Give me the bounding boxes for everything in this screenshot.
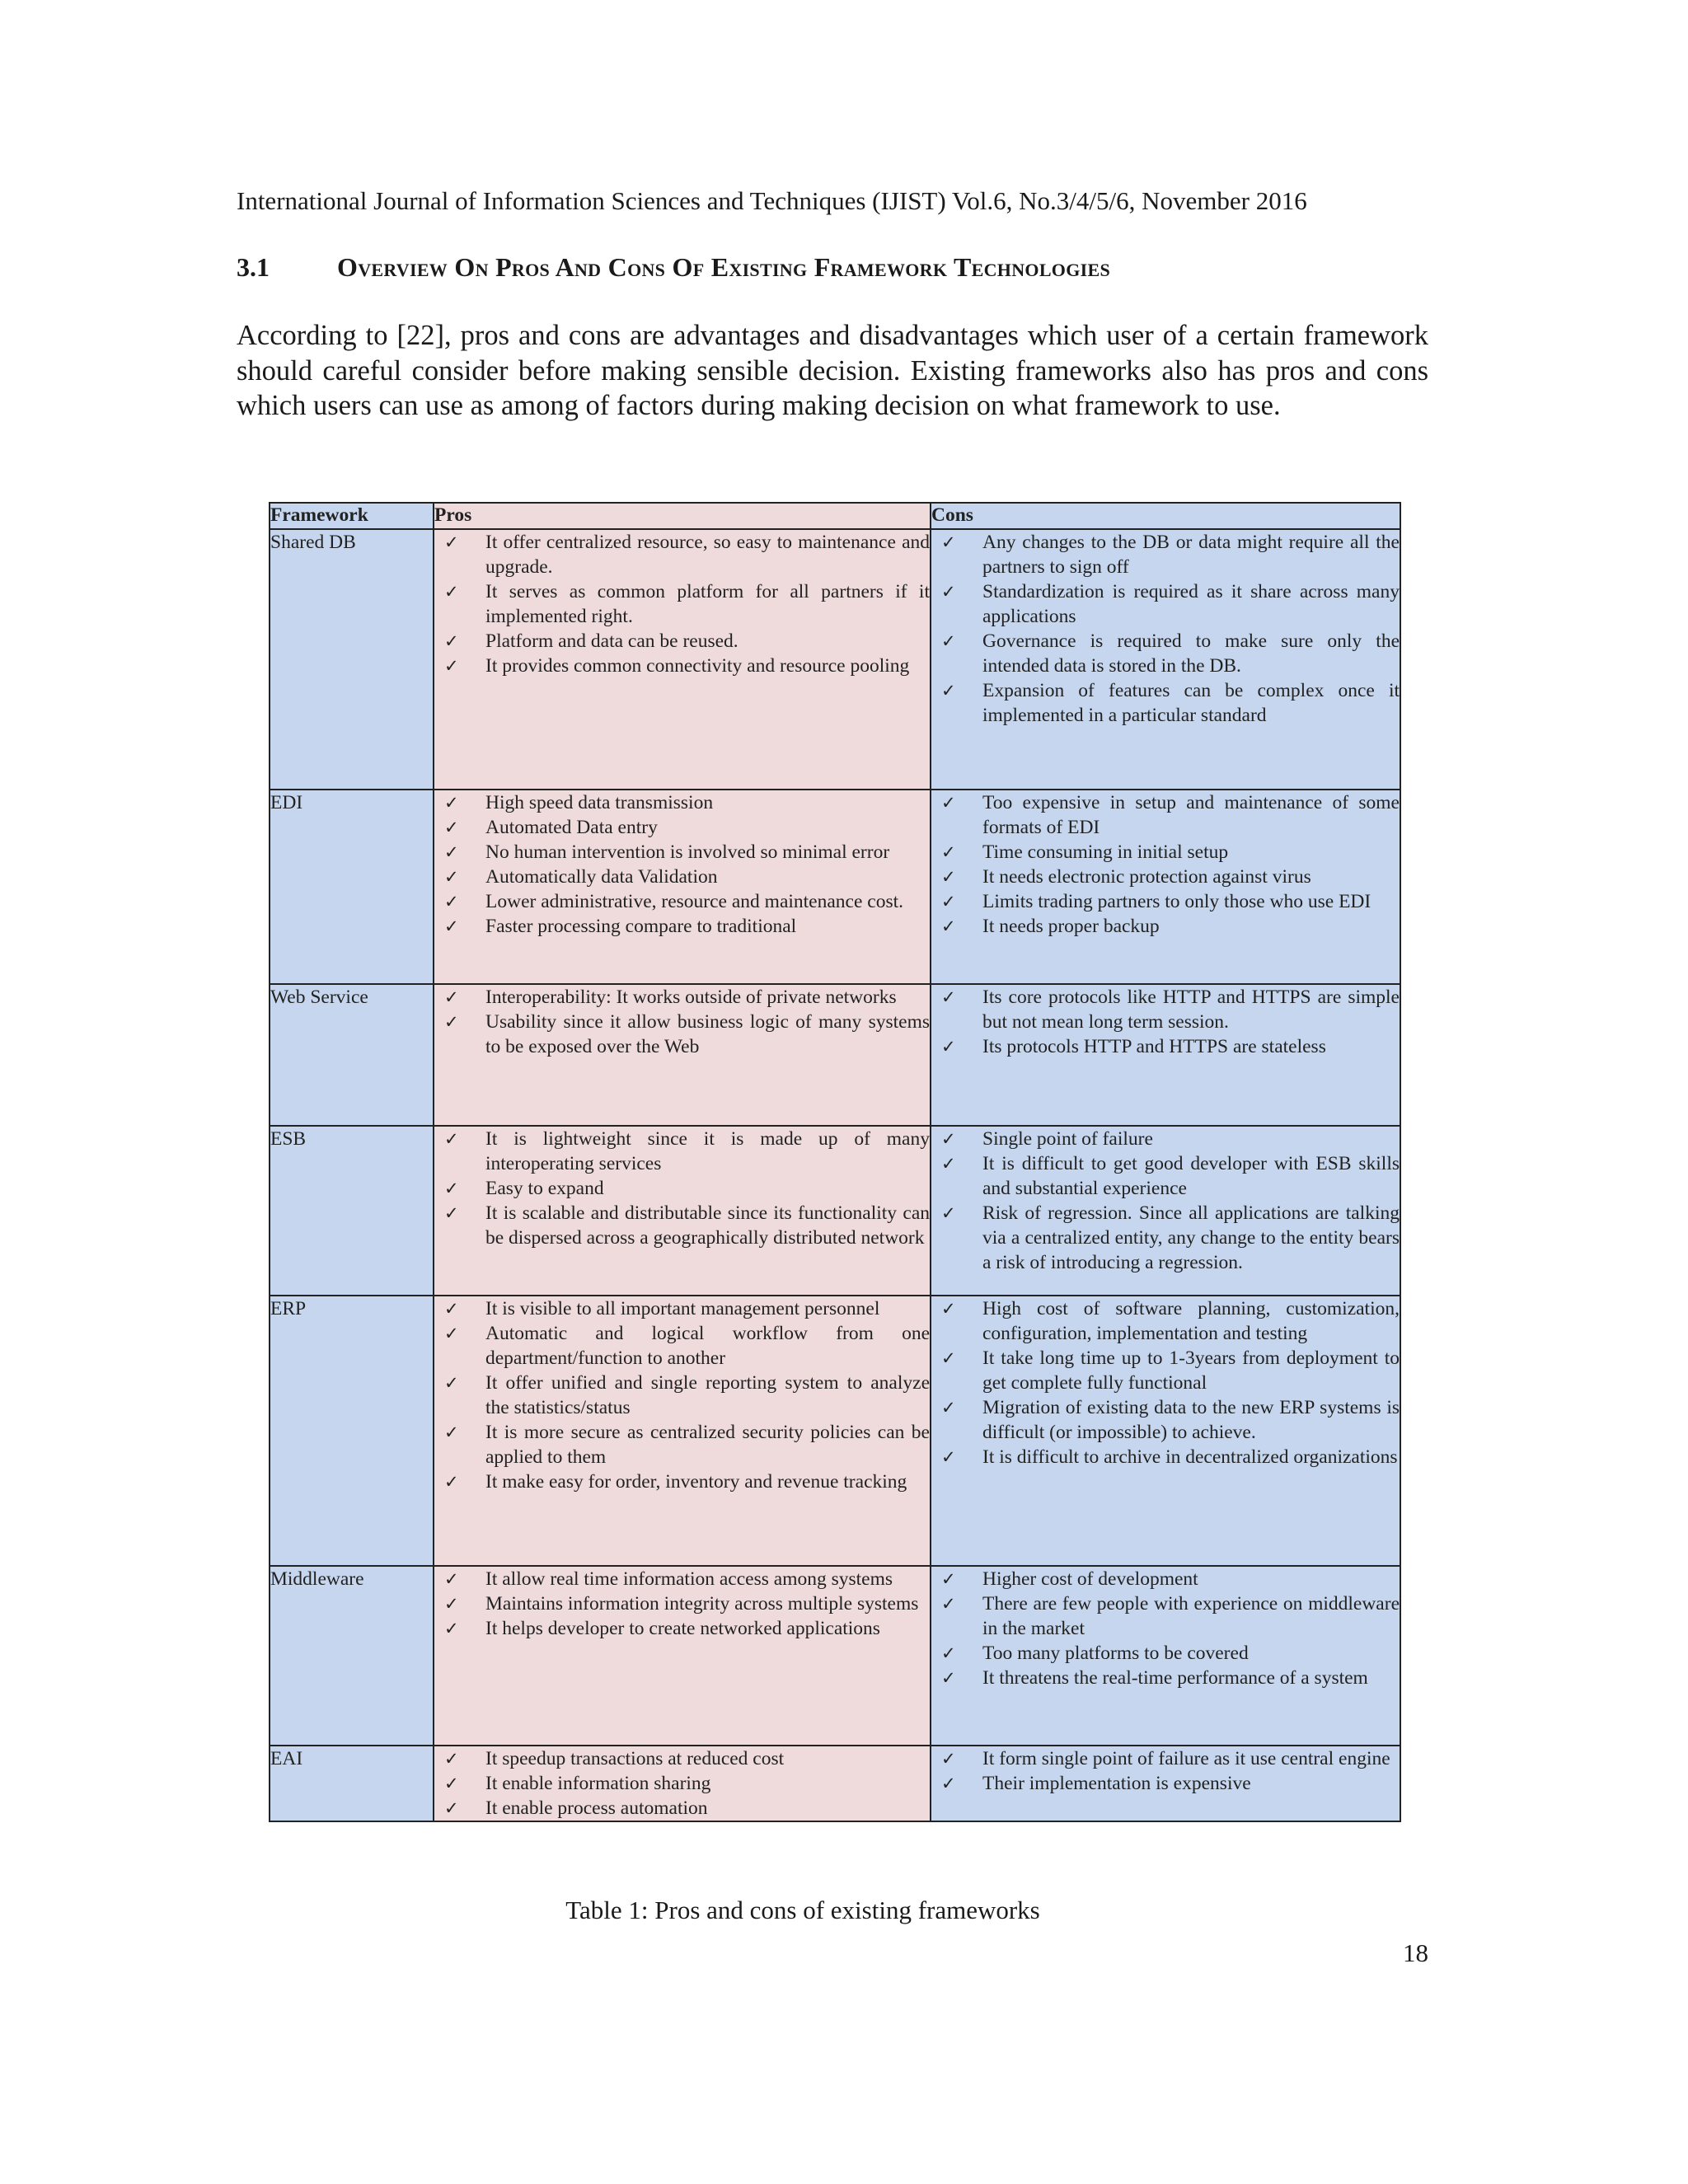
checkmark-icon: ✓ — [941, 892, 956, 912]
frameworks-table-wrap — [269, 502, 1400, 1822]
pro-text: It is scalable and distributable since its functionality can be dispersed across a geographically distributed network — [485, 1202, 930, 1249]
pro-item — [434, 1176, 930, 1201]
checkmark-icon: ✓ — [941, 1348, 956, 1368]
pro-item — [434, 1567, 930, 1591]
con-item — [931, 629, 1400, 678]
table-caption-text: Table 1: Pros and cons of existing frameworks — [565, 1896, 1040, 1924]
con-text: Time consuming in initial setup — [982, 841, 1229, 863]
pro-text: Platform and data can be reused. — [485, 630, 738, 652]
framework-name-cell: EAI — [270, 1746, 434, 1821]
con-item — [931, 678, 1400, 728]
pro-text: It offer centralized resource, so easy to maintenance and upgrade. — [485, 532, 930, 578]
checkmark-icon: ✓ — [444, 656, 459, 676]
pro-text: It helps developer to create networked applications — [485, 1618, 880, 1639]
pro-text: It allow real time information access among systems — [485, 1568, 893, 1590]
con-item — [931, 985, 1400, 1034]
pro-text: It is more secure as centralized security policies can be applied to them — [485, 1422, 930, 1468]
checkmark-icon: ✓ — [444, 818, 459, 837]
pro-text: Usability since it allow business logic of many systems to be exposed over the Web — [485, 1011, 930, 1057]
cons-cell — [931, 529, 1400, 790]
pro-item — [434, 654, 930, 678]
checkmark-icon: ✓ — [444, 892, 459, 912]
checkmark-icon: ✓ — [941, 793, 956, 813]
checkmark-icon: ✓ — [941, 1037, 956, 1057]
checkmark-icon: ✓ — [444, 631, 459, 651]
header-pros: Pros — [434, 503, 931, 529]
con-item — [931, 1201, 1400, 1275]
checkmark-icon: ✓ — [444, 1203, 459, 1223]
checkmark-icon: ✓ — [941, 842, 956, 862]
cons-cell — [931, 790, 1400, 984]
table-row — [270, 984, 1400, 1126]
con-text: Their implementation is expensive — [982, 1773, 1251, 1794]
pros-list — [434, 1296, 930, 1494]
table-row — [270, 1566, 1400, 1746]
pros-list — [434, 1127, 930, 1250]
checkmark-icon: ✓ — [941, 1129, 956, 1149]
header-cons: Cons — [931, 503, 1400, 529]
con-item — [931, 840, 1400, 865]
cons-list — [931, 1746, 1400, 1796]
pro-item — [434, 1469, 930, 1494]
pro-text: High speed data transmission — [485, 792, 714, 813]
checkmark-icon: ✓ — [941, 681, 956, 701]
pro-text: Automatic and logical workflow from one department/function to another — [485, 1323, 930, 1369]
checkmark-icon: ✓ — [444, 532, 459, 552]
table-body — [270, 529, 1400, 1821]
checkmark-icon: ✓ — [941, 1299, 956, 1319]
table-header-row — [270, 503, 1400, 529]
con-item — [931, 1666, 1400, 1690]
checkmark-icon: ✓ — [941, 582, 956, 602]
con-item — [931, 579, 1400, 629]
checkmark-icon: ✓ — [444, 1619, 459, 1638]
checkmark-icon: ✓ — [444, 1373, 459, 1393]
con-item — [931, 914, 1400, 939]
pro-text: It is lightweight since it is made up of many interoperating services — [485, 1128, 930, 1174]
cons-list — [931, 530, 1400, 728]
con-text: Its core protocols like HTTP and HTTPS are simple but not mean long term session. — [982, 987, 1400, 1033]
section-number: 3.1 — [237, 252, 270, 282]
pros-cell — [434, 1746, 931, 1821]
checkmark-icon: ✓ — [444, 1422, 459, 1442]
cons-list — [931, 1296, 1400, 1469]
pro-item — [434, 1796, 930, 1821]
pro-item — [434, 1321, 930, 1371]
con-text: Single point of failure — [982, 1128, 1153, 1150]
pro-text: Maintains information integrity across multiple systems — [485, 1593, 919, 1615]
pro-text: It serves as common platform for all partners if it implemented right. — [485, 581, 930, 627]
pros-cell — [434, 529, 931, 790]
pro-text: It make easy for order, inventory and revenue tracking — [485, 1471, 907, 1493]
con-text: It is difficult to get good developer with ESB skills and substantial experience — [982, 1153, 1400, 1199]
table-row — [270, 1746, 1400, 1821]
checkmark-icon: ✓ — [941, 1154, 956, 1174]
pro-item — [434, 914, 930, 939]
table-caption — [0, 1894, 1688, 1927]
pro-text: It enable information sharing — [485, 1773, 711, 1794]
checkmark-icon: ✓ — [941, 916, 956, 936]
checkmark-icon: ✓ — [444, 1798, 459, 1818]
con-item — [931, 1591, 1400, 1641]
framework-name-cell: EDI — [270, 790, 434, 984]
con-text: Risk of regression. Since all applications are talking via a centralized entity, any change to the entity bears a risk of introducing a regression. — [982, 1202, 1400, 1273]
checkmark-icon: ✓ — [941, 532, 956, 552]
pro-text: No human intervention is involved so minimal error — [485, 841, 890, 863]
cons-list — [931, 790, 1400, 939]
con-text: Expansion of features can be complex once it implemented in a particular standard — [982, 680, 1400, 726]
con-item — [931, 1771, 1400, 1796]
framework-name-cell: Middleware — [270, 1566, 434, 1746]
cons-list — [931, 1567, 1400, 1690]
framework-name-cell: Shared DB — [270, 529, 434, 790]
intro-paragraph: According to [22], pros and cons are advantages and disadvantages which user of a certain framework should careful consider before making sensible decision. Existing frameworks also has pros and cons which users can use as among of factors during making decision on what framework to use. — [237, 320, 1428, 421]
checkmark-icon: ✓ — [444, 1012, 459, 1032]
con-item — [931, 1395, 1400, 1445]
con-item — [931, 1641, 1400, 1666]
cons-list — [931, 985, 1400, 1059]
pro-item — [434, 1296, 930, 1321]
con-text: Limits trading partners to only those who use EDI — [982, 891, 1372, 912]
checkmark-icon: ✓ — [444, 1569, 459, 1589]
checkmark-icon: ✓ — [444, 793, 459, 813]
pro-item — [434, 889, 930, 914]
table-row — [270, 1296, 1400, 1566]
checkmark-icon: ✓ — [941, 1594, 956, 1614]
table-row — [270, 1126, 1400, 1296]
cons-list — [931, 1127, 1400, 1275]
pros-list — [434, 1746, 930, 1821]
con-text: Governance is required to make sure only the intended data is stored in the DB. — [982, 630, 1400, 677]
framework-name-cell: Web Service — [270, 984, 434, 1126]
pro-item — [434, 530, 930, 579]
checkmark-icon: ✓ — [444, 867, 459, 887]
checkmark-icon: ✓ — [941, 1643, 956, 1663]
cons-cell — [931, 1746, 1400, 1821]
con-text: It needs proper backup — [982, 916, 1160, 937]
pro-text: Automated Data entry — [485, 817, 658, 838]
pro-text: It provides common connectivity and resource pooling — [485, 655, 910, 677]
con-text: Too expensive in setup and maintenance of some formats of EDI — [982, 792, 1400, 838]
pro-item — [434, 1746, 930, 1771]
checkmark-icon: ✓ — [941, 1398, 956, 1418]
pros-list — [434, 985, 930, 1059]
pro-item — [434, 1010, 930, 1059]
framework-name-cell: ERP — [270, 1296, 434, 1566]
pro-item — [434, 790, 930, 815]
con-text: It is difficult to archive in decentralized organizations — [982, 1446, 1398, 1468]
pros-list — [434, 530, 930, 678]
con-text: Too many platforms to be covered — [982, 1643, 1249, 1664]
pro-text: It offer unified and single reporting system to analyze the statistics/status — [485, 1372, 930, 1418]
frameworks-table — [269, 502, 1401, 1822]
con-text: Standardization is required as it share across many applications — [982, 581, 1400, 627]
checkmark-icon: ✓ — [444, 1179, 459, 1198]
running-header: International Journal of Information Sciences and Techniques (IJIST) Vol.6, No.3/4/5/6, November 2016 — [237, 186, 1307, 215]
pro-text: Easy to expand — [485, 1178, 604, 1199]
checkmark-icon: ✓ — [444, 916, 459, 936]
cons-cell — [931, 1126, 1400, 1296]
pro-text: It is visible to all important management personnel — [485, 1298, 880, 1319]
checkmark-icon: ✓ — [444, 1324, 459, 1343]
pros-list — [434, 1567, 930, 1641]
pros-cell — [434, 1296, 931, 1566]
checkmark-icon: ✓ — [941, 987, 956, 1007]
pro-text: It enable process automation — [485, 1797, 708, 1819]
checkmark-icon: ✓ — [941, 1203, 956, 1223]
header-framework: Framework — [270, 503, 434, 529]
cons-cell — [931, 984, 1400, 1126]
pro-item — [434, 1771, 930, 1796]
pro-item — [434, 1616, 930, 1641]
checkmark-icon: ✓ — [444, 1774, 459, 1793]
pro-text: Faster processing compare to traditional — [485, 916, 797, 937]
checkmark-icon: ✓ — [444, 1749, 459, 1769]
table-row — [270, 529, 1400, 790]
pros-list — [434, 790, 930, 939]
con-text: It threatens the real-time performance of a system — [982, 1667, 1368, 1689]
checkmark-icon: ✓ — [444, 1472, 459, 1492]
page-number: 18 — [1403, 1938, 1428, 1967]
checkmark-icon: ✓ — [444, 842, 459, 862]
pro-item — [434, 629, 930, 654]
checkmark-icon: ✓ — [941, 1447, 956, 1467]
con-item — [931, 889, 1400, 914]
con-text: It form single point of failure as it use central engine — [982, 1748, 1390, 1769]
con-text: High cost of software planning, customization, configuration, implementation and testing — [982, 1298, 1400, 1344]
con-item — [931, 1034, 1400, 1059]
pro-item — [434, 579, 930, 629]
framework-name-cell: ESB — [270, 1126, 434, 1296]
con-item — [931, 1296, 1400, 1346]
checkmark-icon: ✓ — [941, 1749, 956, 1769]
con-text: It needs electronic protection against virus — [982, 866, 1311, 888]
pro-item — [434, 1127, 930, 1176]
pro-item — [434, 1201, 930, 1250]
pros-cell — [434, 1126, 931, 1296]
con-item — [931, 530, 1400, 579]
pro-text: Interoperability: It works outside of private networks — [485, 987, 897, 1008]
pro-item — [434, 985, 930, 1010]
checkmark-icon: ✓ — [444, 1129, 459, 1149]
checkmark-icon: ✓ — [941, 867, 956, 887]
con-item — [931, 1151, 1400, 1201]
pro-item — [434, 815, 930, 840]
checkmark-icon: ✓ — [444, 1299, 459, 1319]
section-heading — [237, 250, 1432, 284]
section-title: Overview On Pros And Cons Of Existing Framework Technologies — [337, 252, 1110, 282]
con-item — [931, 1567, 1400, 1591]
con-item — [931, 1746, 1400, 1771]
checkmark-icon: ✓ — [941, 631, 956, 651]
pro-item — [434, 1591, 930, 1616]
checkmark-icon: ✓ — [941, 1668, 956, 1688]
con-item — [931, 1445, 1400, 1469]
checkmark-icon: ✓ — [444, 1594, 459, 1614]
pros-cell — [434, 790, 931, 984]
pro-item — [434, 840, 930, 865]
checkmark-icon: ✓ — [941, 1569, 956, 1589]
pros-cell — [434, 1566, 931, 1746]
checkmark-icon: ✓ — [444, 582, 459, 602]
con-text: Migration of existing data to the new ERP systems is difficult (or impossible) to achieve. — [982, 1397, 1400, 1443]
con-text: It take long time up to 1-3years from deployment to get complete fully functional — [982, 1347, 1400, 1394]
con-text: Higher cost of development — [982, 1568, 1198, 1590]
con-text: Any changes to the DB or data might require all the partners to sign off — [982, 532, 1400, 578]
cons-cell — [931, 1296, 1400, 1566]
checkmark-icon: ✓ — [941, 1774, 956, 1793]
con-text: There are few people with experience on middleware in the market — [982, 1593, 1400, 1639]
pro-item — [434, 865, 930, 889]
pro-text: Lower administrative, resource and maintenance cost. — [485, 891, 904, 912]
table-row — [270, 790, 1400, 984]
pros-cell — [434, 984, 931, 1126]
con-item — [931, 1346, 1400, 1395]
pro-item — [434, 1420, 930, 1469]
con-item — [931, 1127, 1400, 1151]
checkmark-icon: ✓ — [444, 987, 459, 1007]
pro-text: It speedup transactions at reduced cost — [485, 1748, 785, 1769]
pro-text: Automatically data Validation — [485, 866, 718, 888]
con-item — [931, 865, 1400, 889]
cons-cell — [931, 1566, 1400, 1746]
pro-item — [434, 1371, 930, 1420]
con-item — [931, 790, 1400, 840]
con-text: Its protocols HTTP and HTTPS are stateless — [982, 1036, 1326, 1057]
